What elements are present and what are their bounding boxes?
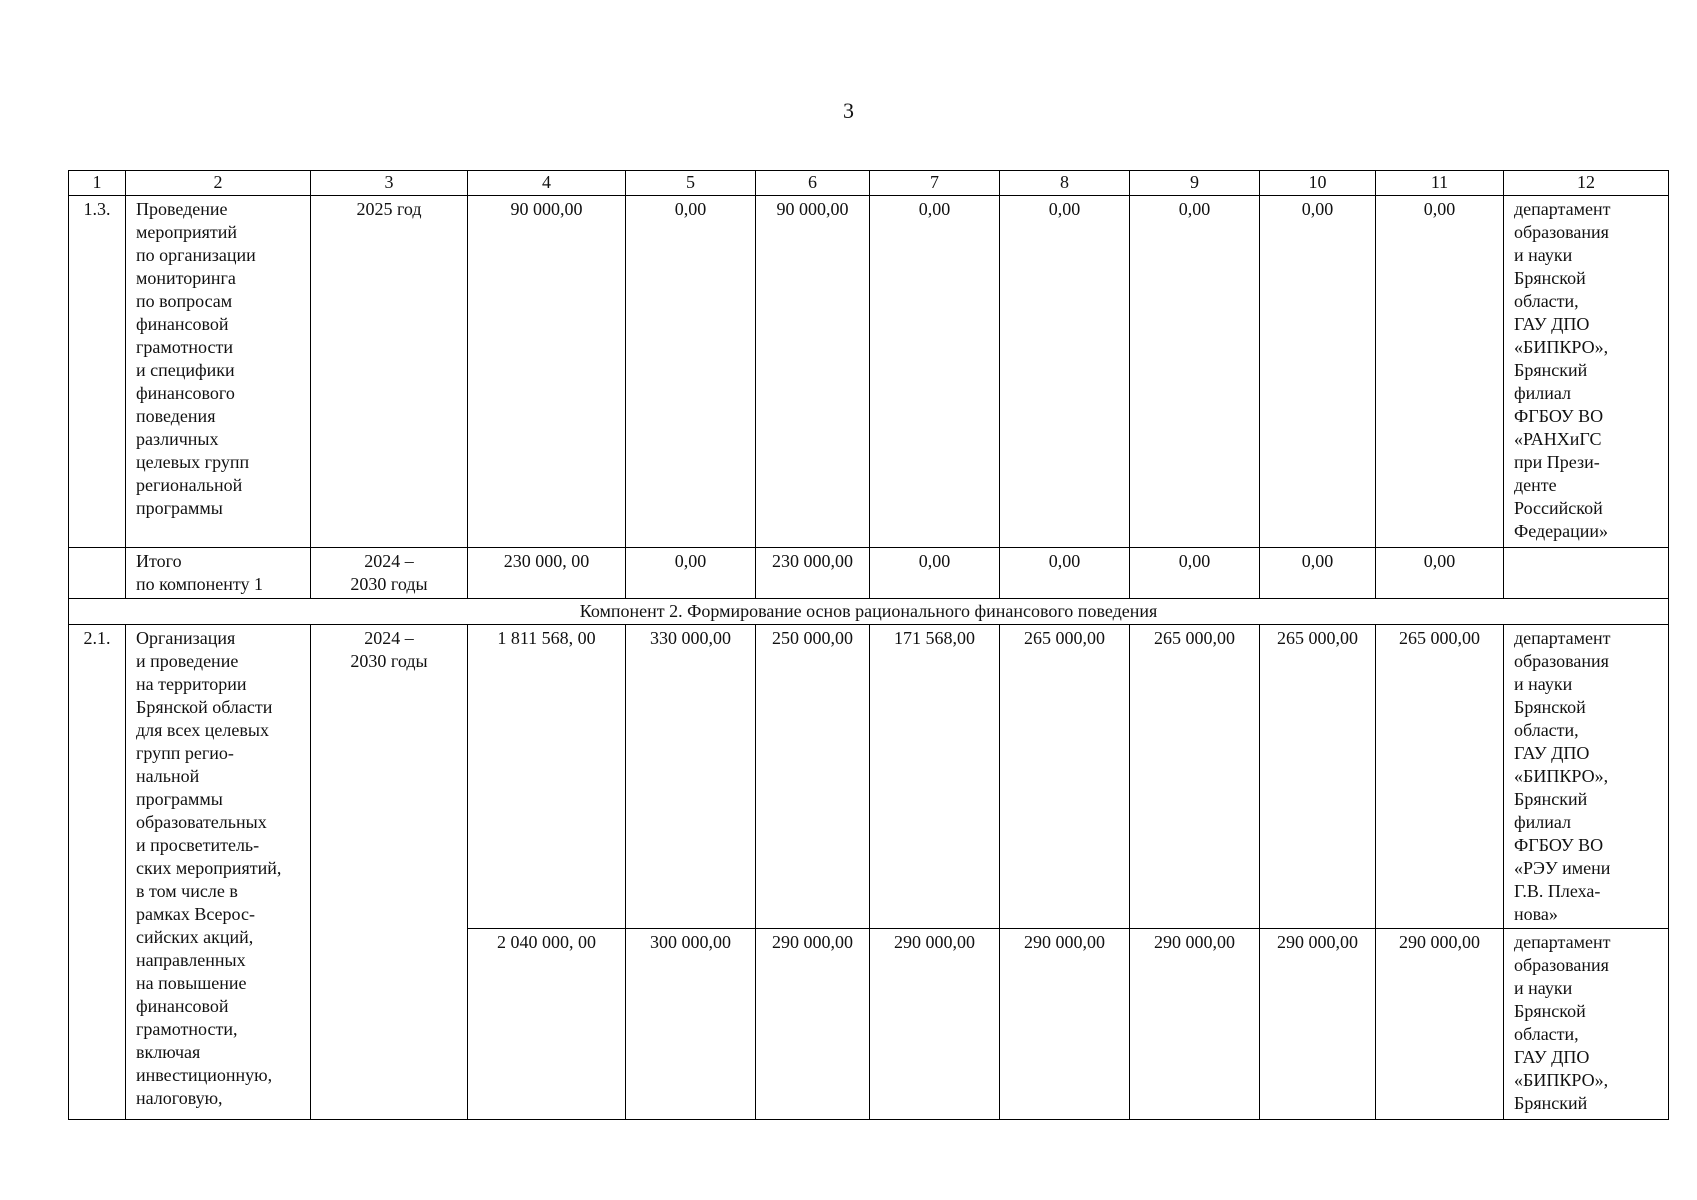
- value-cell: 0,00: [1130, 548, 1260, 599]
- value-cell: 300 000,00: [626, 929, 756, 1120]
- row-number: 2.1.: [69, 625, 126, 1120]
- value-cell: 265 000,00: [1260, 625, 1376, 929]
- value-cell: 330 000,00: [626, 625, 756, 929]
- responsible-organizations: департамент образования и науки Брянской области, ГАУ ДПО «БИПКРО», Брянский филиал ФГБОУ ВО «РЭУ имени Г.В. Плеха- нова»: [1504, 625, 1669, 929]
- table-row-2-1a: [69, 625, 1669, 929]
- column-number: 7: [870, 171, 1000, 196]
- column-number: 2: [126, 171, 311, 196]
- value-cell: 290 000,00: [756, 929, 870, 1120]
- value-cell: 265 000,00: [1130, 625, 1260, 929]
- column-number: 12: [1504, 171, 1669, 196]
- value-cell: 0,00: [870, 548, 1000, 599]
- column-number: 8: [1000, 171, 1130, 196]
- column-number: 5: [626, 171, 756, 196]
- table-row-1-3: [69, 196, 1669, 548]
- value-cell: 1 811 568, 00: [468, 625, 626, 929]
- component-2-title: Компонент 2. Формирование основ рационального финансового поведения: [69, 599, 1669, 625]
- measure-description: Организация и проведение на территории Брянской области для всех целевых групп регио- нальной программы образовательных и просветитель- ских мероприятий, в том числе в рамках Всерос- сийских акций, направленных на повышение финансовой грамотности, включая инвестиционную, налоговую,: [126, 625, 311, 1120]
- column-number: 11: [1376, 171, 1504, 196]
- value-cell: 290 000,00: [1376, 929, 1504, 1120]
- column-number-row: [69, 171, 1669, 196]
- column-number: 10: [1260, 171, 1376, 196]
- value-cell: 0,00: [1000, 548, 1130, 599]
- value-cell: 90 000,00: [756, 196, 870, 548]
- value-cell: 265 000,00: [1376, 625, 1504, 929]
- value-cell: 0,00: [1000, 196, 1130, 548]
- value-cell: 250 000,00: [756, 625, 870, 929]
- value-cell: 0,00: [1260, 548, 1376, 599]
- empty-cell: [69, 548, 126, 599]
- value-cell: 290 000,00: [1000, 929, 1130, 1120]
- period-cell: 2024 – 2030 годы: [311, 625, 468, 1120]
- responsible-organizations: департамент образования и науки Брянской области, ГАУ ДПО «БИПКРО», Брянский филиал ФГБОУ ВО «РАНХиГС при Прези- денте Российской Федерации»: [1504, 196, 1669, 548]
- value-cell: 0,00: [626, 196, 756, 548]
- measure-description: Проведение мероприятий по организации мониторинга по вопросам финансовой грамотности и специфики финансового поведения различных целевых групп региональной программы: [126, 196, 311, 548]
- value-cell: 230 000,00: [756, 548, 870, 599]
- column-number: 3: [311, 171, 468, 196]
- table-row-total-component-1: [69, 548, 1669, 599]
- value-cell: 0,00: [626, 548, 756, 599]
- budget-table: [68, 170, 1669, 1120]
- value-cell: 230 000, 00: [468, 548, 626, 599]
- component-2-header-row: [69, 599, 1669, 625]
- period-cell: 2025 год: [311, 196, 468, 548]
- value-cell: 0,00: [1376, 196, 1504, 548]
- value-cell: 0,00: [1260, 196, 1376, 548]
- value-cell: 0,00: [1130, 196, 1260, 548]
- responsible-organizations: департамент образования и науки Брянской области, ГАУ ДПО «БИПКРО», Брянский: [1504, 929, 1669, 1120]
- value-cell: 290 000,00: [870, 929, 1000, 1120]
- total-label: Итого по компоненту 1: [126, 548, 311, 599]
- row-number: 1.3.: [69, 196, 126, 548]
- value-cell: 0,00: [870, 196, 1000, 548]
- column-number: 9: [1130, 171, 1260, 196]
- page-number: 3: [843, 98, 854, 123]
- value-cell: 0,00: [1376, 548, 1504, 599]
- value-cell: 2 040 000, 00: [468, 929, 626, 1120]
- column-number: 6: [756, 171, 870, 196]
- empty-cell: [1504, 548, 1669, 599]
- value-cell: 290 000,00: [1130, 929, 1260, 1120]
- value-cell: 90 000,00: [468, 196, 626, 548]
- column-number: 4: [468, 171, 626, 196]
- value-cell: 171 568,00: [870, 625, 1000, 929]
- value-cell: 290 000,00: [1260, 929, 1376, 1120]
- value-cell: 265 000,00: [1000, 625, 1130, 929]
- period-cell: 2024 – 2030 годы: [311, 548, 468, 599]
- column-number: 1: [69, 171, 126, 196]
